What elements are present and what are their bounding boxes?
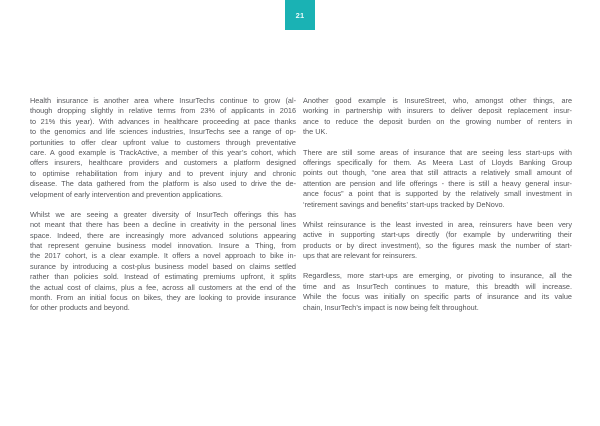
text-line: Health insurance is another area where InsurTechs continue to grow (al-: [30, 96, 296, 105]
text-line: portunities to offer clear upfront value to customers through preventative: [30, 137, 296, 147]
text-columns: [30, 96, 572, 324]
text-line: to the genomics and life sciences industries, InsurTechs see a range of op-: [30, 127, 296, 137]
text-line: the 2017 cohort, is a clear example. It offers a novel approach to bike in-: [30, 251, 296, 261]
text-line: for other products and beyond.: [30, 303, 130, 313]
text-line: ance focus” a point that is supported by the relatively small investment in: [303, 189, 572, 199]
text-line: chain, InsurTech’s impact is now being felt throughout.: [303, 302, 479, 312]
text-column-right: [303, 96, 572, 324]
text-line: the UK.: [303, 127, 328, 137]
text-line: There are still some areas of insurance that are seeing less start-ups with: [303, 147, 572, 157]
text-line: space. Indeed, there are increasingly more advanced solutions appearing: [30, 230, 296, 240]
text-line: ‘retirement savings and benefits’ start-ups tracked by DeNovo.: [303, 199, 505, 209]
text-line: care. A good example is TrackActive, a member of this year’s cohort, which: [30, 147, 296, 157]
text-line: Whilst we are seeing a greater diversity of InsurTech offerings this has: [30, 209, 296, 219]
text-column-left: [30, 96, 296, 324]
text-line: surance by introducing a cost-plus business model based on claims settled: [30, 261, 296, 271]
text-line: not meant that there has been a decline in creativity in the personal lines: [30, 220, 296, 230]
text-line: the actual cost of claims, plus a fee, across all customers at the end of the: [30, 282, 296, 292]
text-line: month. From an initial focus on bikes, they are looking to provide insurance: [30, 293, 296, 303]
paragraph: [303, 96, 572, 138]
text-line: points out though, “one area that still attracts a relatively small amount of: [303, 168, 572, 178]
page-number-badge: 21: [285, 0, 315, 30]
text-line: offerings specifically for them. As Meera Last of Lloyds Banking Group: [303, 157, 572, 167]
text-line: While the focus was initially on specific parts of insurance and its value: [303, 292, 572, 302]
text-line: velopment of early intervention and prevention applications.: [30, 189, 223, 199]
paragraph: [303, 220, 572, 262]
text-line: offers insurers, healthcare providers and customers a platform designed: [30, 158, 296, 168]
paragraph: [303, 271, 572, 313]
text-line: ance to reduce the deposit burden on the growing number of renters in: [303, 116, 572, 126]
paragraph: [303, 148, 572, 210]
text-line: time and as InsurTech continues to mature, this breadth will increase.: [303, 281, 572, 291]
text-line: to optimise rehabilitation from injury and to prevent injury and chronic: [30, 168, 296, 178]
text-line: disease. The data gathered from the platform is also used to drive the de-: [30, 179, 296, 189]
text-line: Another good example is InsureStreet, who, amongst other things, are: [303, 96, 572, 105]
paragraph: [30, 210, 296, 314]
text-line: working in partnership with insurers to deliver deposit replacement insur-: [303, 106, 572, 116]
text-line: active in supporting start-ups directly (for example by underwriting their: [303, 230, 572, 240]
text-line: to 21% this year). With advances in healthcare proceeding at pace thanks: [30, 116, 296, 126]
text-line: Regardless, more start-ups are emerging, or pivoting to insurance, all the: [303, 271, 572, 281]
text-line: rather than policies sold. Instead of estimating premiums upfront, it splits: [30, 272, 296, 282]
text-line: attention are pension and life offerings - there is still a heavy general insur-: [303, 178, 572, 188]
text-line: that represent genuine business model innovation. Insure a Thing, from: [30, 241, 296, 251]
text-line: products or by direct investment), so the figures mask the number of start-: [303, 240, 572, 250]
text-line: though dropping slightly in relative terms from 23% of applicants in 2016: [30, 106, 296, 116]
text-line: Whilst reinsurance is the least invested in area, reinsurers have been very: [303, 219, 572, 229]
text-line: ups that are relevant for reinsurers.: [303, 251, 418, 261]
paragraph: [30, 96, 296, 200]
